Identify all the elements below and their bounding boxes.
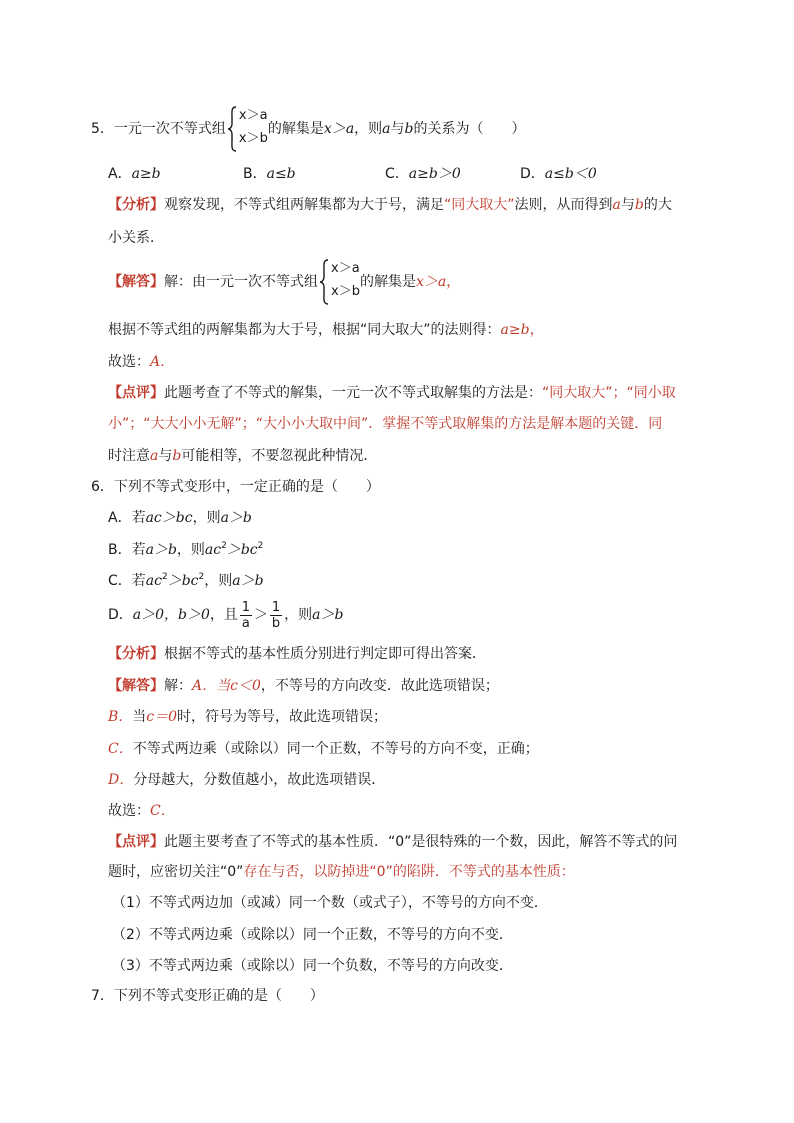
- q5-analysis-cont: [108, 228, 164, 248]
- left-brace-icon: [227, 106, 237, 152]
- analysis-text: 根据不等式的基本性质分别进行判定即可得出答案．: [164, 646, 486, 662]
- q6-property-1: [112, 893, 548, 913]
- math-var: a: [612, 197, 621, 213]
- answer-text: 当: [132, 709, 147, 725]
- comment-text: 此题主要考查了不等式的基本性质．“0”是很特殊的一个数，因此，解答不等式的问: [164, 834, 678, 850]
- math-expr: a＞b: [220, 510, 252, 526]
- math-expr: ＞bc: [226, 542, 258, 558]
- q6-property-2: [112, 925, 513, 945]
- choice-value: C．: [150, 803, 175, 819]
- answer-text: 分母越大，分数值越小，故此选项错误．: [133, 772, 386, 788]
- option-text: D．: [108, 607, 133, 623]
- q5-stem-text: 与: [390, 121, 405, 137]
- math-expr: a＞0，b＞0: [132, 607, 210, 623]
- q5-analysis: [108, 195, 672, 215]
- math-expr: ac: [145, 573, 162, 589]
- q5-stem-text: 一元一次不等式组: [113, 121, 226, 137]
- q5-stem: [91, 106, 526, 152]
- option-text: ，则: [192, 510, 221, 526]
- system-row-1: x＞a: [238, 108, 268, 123]
- analysis-quote: “同大取大”: [444, 197, 515, 213]
- superscript: 2: [221, 541, 227, 551]
- math-op: ＞: [253, 607, 268, 623]
- superscript: 2: [161, 572, 168, 582]
- answer-letter: D．: [108, 772, 134, 788]
- option-text: ，且: [209, 607, 238, 623]
- answer-text: 不等式两边乘（或除以）同一个正数，不等号的方向不变，正确；: [132, 741, 539, 757]
- system-row-2: x＞b: [331, 284, 360, 299]
- q6-property-3: [112, 956, 513, 976]
- q6-analysis: [108, 644, 486, 664]
- answer-text: ，: [446, 274, 461, 290]
- math-var: a: [382, 121, 391, 137]
- answer-text: 解：由一元一次不等式组: [164, 274, 318, 290]
- option-text: a≥b＞0: [408, 166, 461, 182]
- q5-comment-cont-2: [108, 446, 377, 466]
- question-number: 6．: [91, 479, 114, 495]
- q6-answer-d: [108, 770, 385, 790]
- option-text: ，则: [176, 542, 205, 558]
- q6-choice: [108, 801, 175, 821]
- analysis-text: 小关系．: [108, 230, 164, 246]
- q6-comment-cont: [108, 862, 575, 882]
- analysis-text: 的大: [643, 197, 672, 213]
- math-var: b: [404, 121, 414, 137]
- q5-stem-text: ，则: [354, 121, 383, 137]
- fraction: [240, 600, 252, 631]
- comment-text: 时注意: [108, 448, 150, 464]
- option-letter: A．: [108, 166, 132, 182]
- q6-stem-text: 下列不等式变形中，一定正确的是（ ）: [113, 479, 380, 495]
- fraction-numerator: 1: [241, 599, 251, 615]
- question-number: 7．: [91, 988, 114, 1004]
- superscript: 2: [257, 541, 264, 551]
- q6-option-b: [108, 540, 263, 560]
- q6-answer: [108, 676, 499, 696]
- q5-stem-text: 的关系为（ ）: [413, 121, 526, 137]
- q6-option-d: [108, 598, 343, 632]
- system-row-2: x＞b: [238, 131, 268, 146]
- comment-quote: “同大取大”；“同小取: [542, 385, 676, 401]
- q5-comment-cont: [108, 414, 662, 434]
- comment-quote: 存在与否，以防掉进“0”的陷阱．不等式的基本性质：: [243, 864, 575, 880]
- answer-text: 根据不等式组的两解集都为大于号，根据“同大取大”的法则得：: [108, 322, 501, 338]
- option-letter: B．: [243, 166, 267, 182]
- option-text: a≤b: [266, 166, 296, 182]
- question-number: 5．: [91, 121, 114, 137]
- choice-value: A．: [150, 354, 175, 370]
- comment-tag: 【点评】: [108, 385, 164, 401]
- inequality-system: [319, 259, 359, 305]
- property-text: （2）不等式两边乘（或除以）同一个正数，不等号的方向不变．: [112, 927, 513, 943]
- q5-answer-reason: [108, 320, 544, 340]
- analysis-text: 法则，从而得到: [514, 197, 613, 213]
- option-letter: D．: [520, 166, 545, 182]
- math-expr: x＞a: [416, 274, 447, 290]
- q6-option-c: [108, 571, 264, 591]
- left-brace-icon: [319, 259, 329, 305]
- q5-stem-text: 的解集是: [267, 121, 324, 137]
- answer-text: 的解集是: [360, 274, 416, 290]
- q6-stem: [91, 477, 380, 497]
- superscript: 2: [198, 572, 205, 582]
- q5-option-b: [243, 164, 296, 184]
- q5-option-c: [385, 164, 461, 184]
- q7-stem-text: 下列不等式变形正确的是（ ）: [113, 988, 324, 1004]
- answer-letter: B．: [108, 709, 133, 725]
- analysis-text: 观察发现，不等式组两解集都为大于号，满足: [164, 197, 444, 213]
- q6-comment: [108, 832, 677, 852]
- fraction-denominator: b: [271, 615, 281, 631]
- option-letter: C．: [385, 166, 409, 182]
- math-expr: a＞b: [232, 573, 264, 589]
- answer-tag: 【解答】: [108, 678, 164, 694]
- q5-answer: [108, 259, 460, 305]
- choice-label: 故选：: [108, 354, 150, 370]
- math-var: b: [172, 448, 182, 464]
- q5-comment: [108, 383, 676, 403]
- answer-tag: 【解答】: [108, 274, 164, 290]
- inequality-system: [227, 106, 267, 152]
- comment-text: 题时，应密切关注“0”: [108, 864, 244, 880]
- comment-text: 此题考查了不等式的解集，一元一次不等式取解集的方法是：: [164, 385, 542, 401]
- q5-option-d: [520, 164, 597, 184]
- fraction-numerator: 1: [271, 599, 281, 615]
- analysis-tag: 【分析】: [108, 646, 164, 662]
- math-expr: a＞b: [312, 607, 344, 623]
- q6-answer-b: [108, 707, 387, 727]
- q5-option-a: [108, 164, 161, 184]
- analysis-text: 与: [620, 197, 635, 213]
- fraction-denominator: a: [241, 615, 250, 631]
- math-expr: c＝0: [146, 709, 178, 725]
- q5-choice: [108, 352, 174, 372]
- answer-text: ，: [529, 322, 544, 338]
- option-text: A．若: [108, 510, 146, 526]
- option-text: B．若: [108, 542, 146, 558]
- answer-text: A．当: [192, 678, 231, 694]
- fraction: [270, 600, 282, 631]
- math-expr: a≥b: [500, 322, 530, 338]
- math-var: b: [634, 197, 644, 213]
- analysis-tag: 【分析】: [108, 197, 164, 213]
- answer-text: 解：: [164, 678, 192, 694]
- answer-text: ，不等号的方向改变．故此选项错误；: [260, 678, 499, 694]
- comment-text: 与: [158, 448, 173, 464]
- math-expr: a＞b: [145, 542, 177, 558]
- option-text: ，则: [204, 573, 233, 589]
- q6-answer-c: [108, 739, 539, 759]
- math-var: a: [150, 448, 159, 464]
- option-text: a≥b: [131, 166, 161, 182]
- math-expr: c＜0: [230, 678, 261, 694]
- math-expr: ac: [204, 542, 222, 558]
- q7-stem: [91, 986, 324, 1006]
- math-expr: ＞bc: [167, 573, 199, 589]
- answer-text: 时，符号为等号，故此选项错误；: [177, 709, 388, 725]
- property-text: （1）不等式两边加（或减）同一个数（或式子），不等号的方向不变．: [112, 895, 548, 911]
- option-text: ，则: [284, 607, 313, 623]
- property-text: （3）不等式两边乘（或除以）同一个负数，不等号的方向改变．: [112, 958, 513, 974]
- option-text: a≤b＜0: [544, 166, 597, 182]
- comment-quote: 小”；“大大小小无解”；“大小小大取中间”．掌握不等式取解集的方法是解本题的关键．同: [108, 416, 663, 432]
- system-row-1: x＞a: [331, 261, 360, 276]
- q6-option-a: [108, 508, 252, 528]
- answer-letter: C．: [108, 741, 133, 757]
- math-expr: x＞a: [323, 121, 355, 137]
- comment-tag: 【点评】: [108, 834, 164, 850]
- choice-label: 故选：: [108, 803, 150, 819]
- comment-text: 可能相等，不要忽视此种情况．: [181, 448, 378, 464]
- math-expr: ac＞bc: [145, 510, 193, 526]
- option-text: C．若: [108, 573, 146, 589]
